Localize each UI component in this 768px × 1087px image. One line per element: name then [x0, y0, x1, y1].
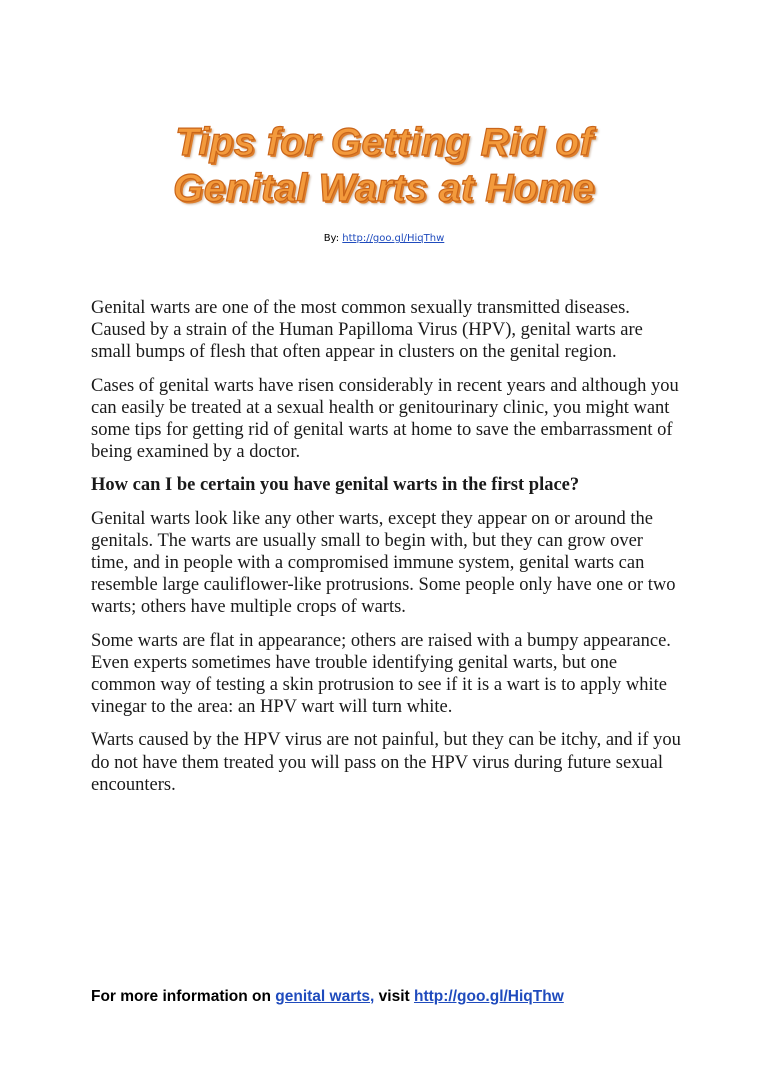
footer-link-url[interactable]: http://goo.gl/HiqThw	[413, 988, 564, 1005]
paragraph-intro: Genital warts are one of the most common sexually transmitted diseases. Caused by a strain of the Human Papilloma Virus (HPV), genital warts are small bumps of flesh that often appear in clusters on the genital region.	[91, 298, 643, 363]
title-line-2: Genital Warts at Home	[173, 167, 595, 210]
title-line-1: Tips for Getting Rid of	[175, 121, 593, 164]
paragraph-appearance: Genital warts look like any other warts, except they appear on or around the genitals. The warts are usually small to begin with, but they can grow over time, and in people with a compromised immune system, genital warts can resemble large cauliflower-like protrusions. Some people only have one or two warts; others have multiple crops of warts.	[91, 508, 676, 618]
document-body	[91, 297, 681, 807]
paragraph-identification: Some warts are flat in appearance; others are raised with a bumpy appearance. Even experts sometimes have trouble identifying genital warts, but one common way of testing a skin protrusion to see if it is a wart is to apply white vinegar to the area: an HPV wart will turn white.	[91, 630, 671, 718]
byline-link[interactable]: http://goo.gl/HiqThw	[342, 233, 445, 244]
footer-middle: visit	[374, 988, 414, 1005]
footer-note	[91, 987, 711, 1007]
footer-prefix: For more information on	[91, 988, 276, 1005]
document-title	[0, 120, 768, 212]
byline	[0, 232, 768, 246]
section-heading: How can I be certain you have genital warts in the first place?	[91, 475, 580, 496]
byline-prefix: By:	[323, 233, 343, 244]
paragraph-symptoms: Warts caused by the HPV virus are not painful, but they can be itchy, and if you do not have them treated you will pass on the HPV virus during future sexual encounters.	[91, 730, 681, 795]
paragraph-cases: Cases of genital warts have risen considerably in recent years and although you can easily be treated at a sexual health or genitourinary clinic, you might want some tips for getting rid of genital warts at home to save the embarrassment of being examined by a doctor.	[91, 375, 679, 463]
footer-link-genital-warts[interactable]: genital warts,	[275, 988, 375, 1005]
